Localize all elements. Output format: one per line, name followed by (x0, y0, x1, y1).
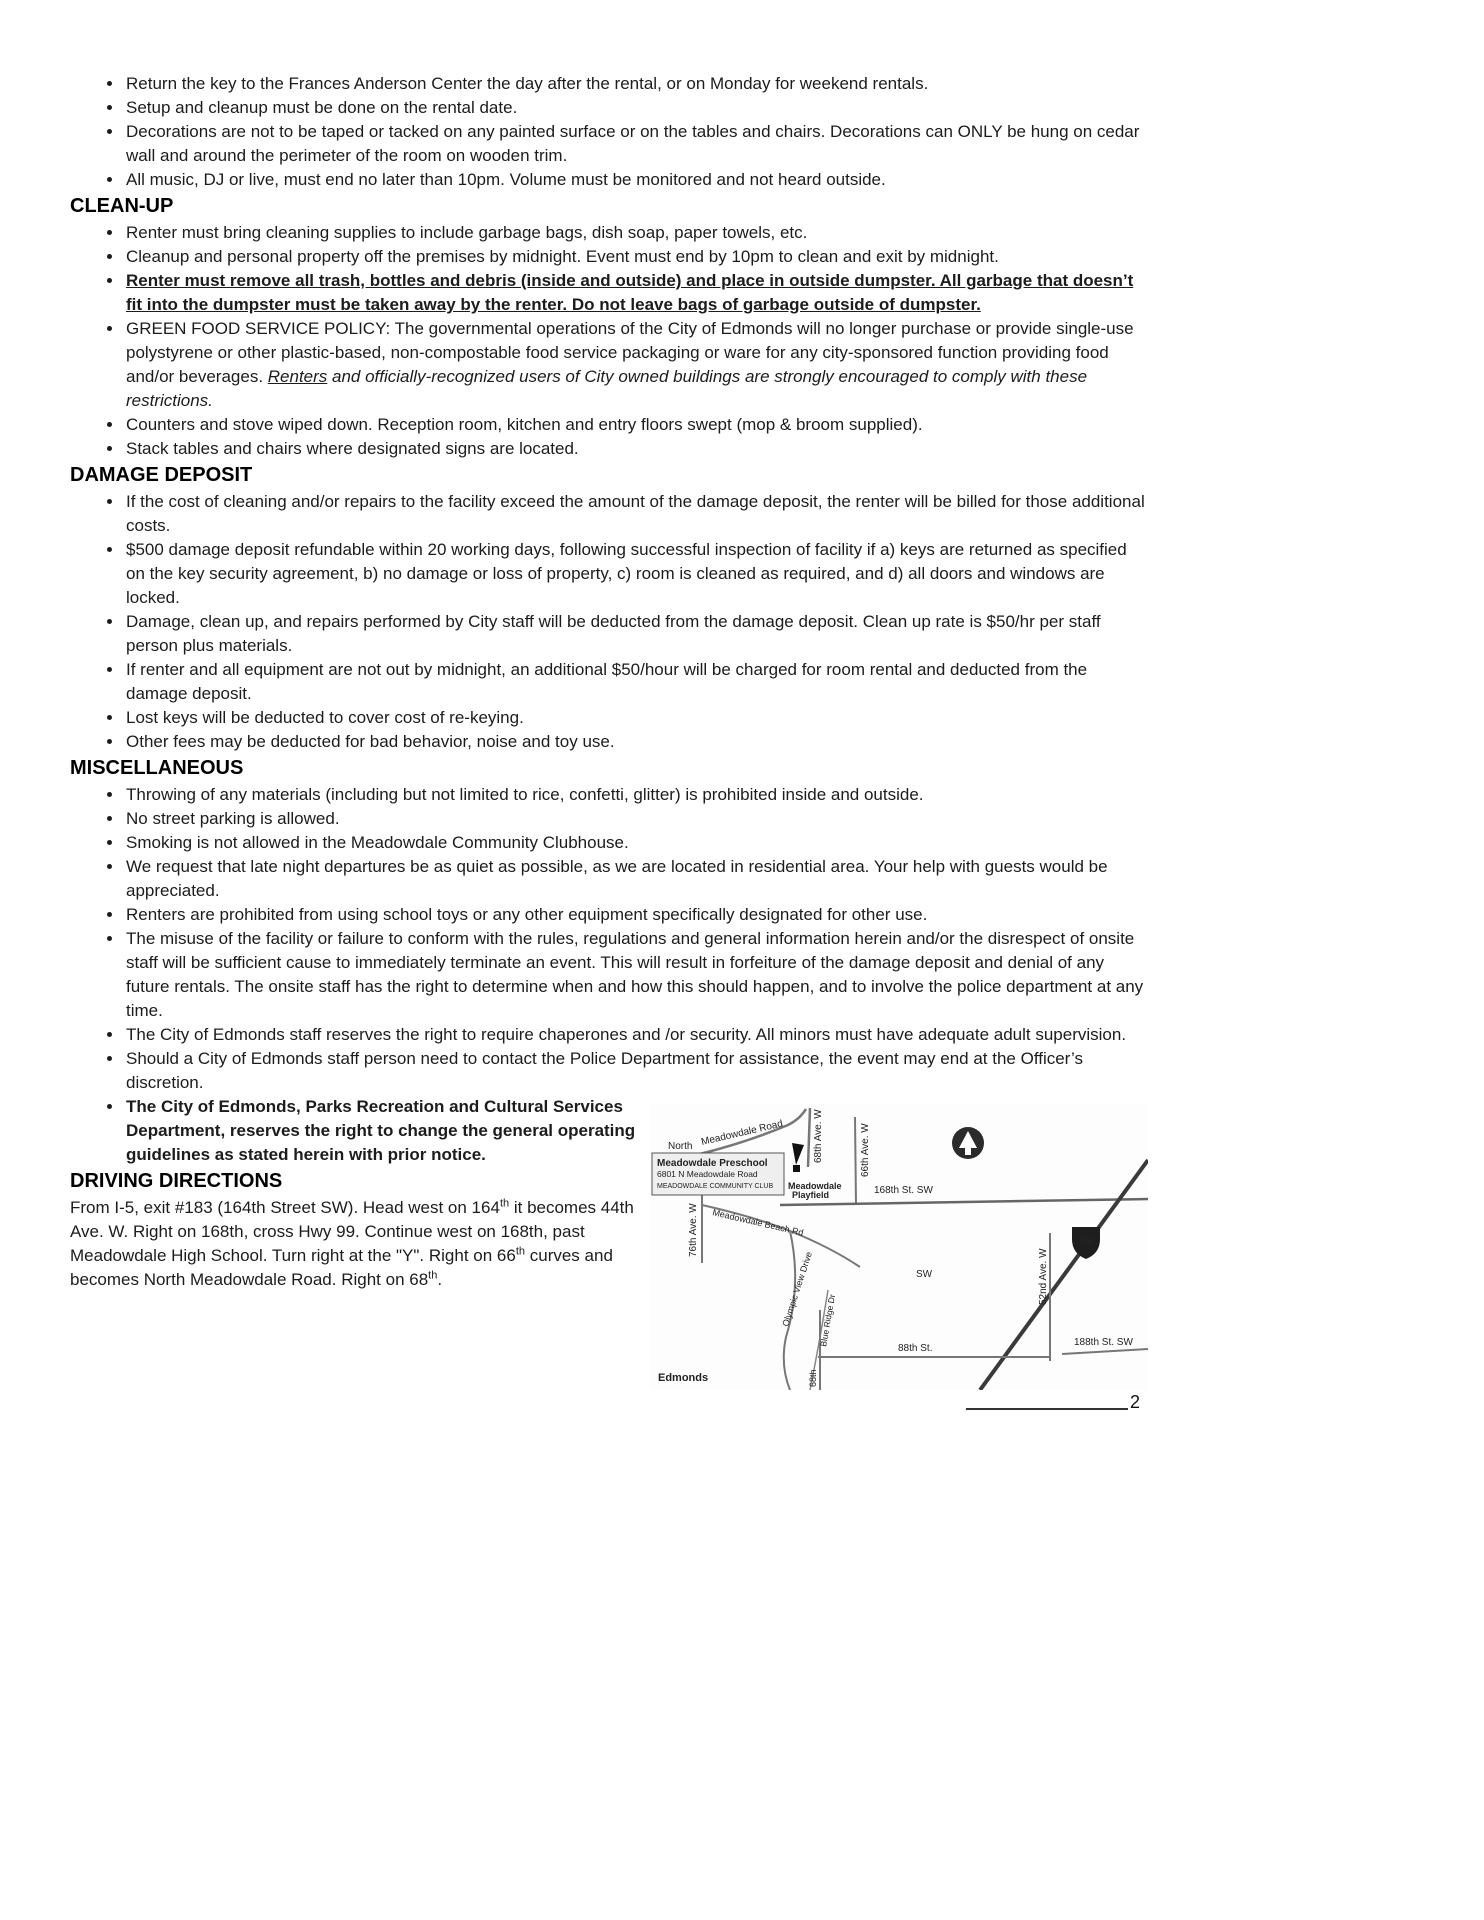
map-label-olympic-view-drive: Olympic View Drive (780, 1250, 814, 1328)
document-content (70, 72, 1148, 1395)
north-arrow-icon (952, 1127, 984, 1159)
ordinal-superscript: th (428, 1269, 438, 1282)
bullet-text: GREEN FOOD SERVICE POLICY: The governmental operations of the City of Edmonds will no longer purchase or provide single-use polystyrene or other plastic-based, non-compostable food service packaging or ware for any city-sponsored function providing food and/or beverages. (126, 319, 1134, 386)
bullet-item: • Decorations are not to be taped or tacked on any painted surface or on the tables and chairs. Decorations can ONLY be hung on cedar wall and around the perimeter of the room on wooden trim. (124, 120, 1148, 168)
map-label-66th-ave: 66th Ave. W (860, 1123, 871, 1177)
map-label-meadowdale-beach-rd: Meadowdale Beach Rd (711, 1207, 805, 1238)
bullet-item: • If renter and all equipment are not out by midnight, an additional $50/hour will be charged for room rental and deducted from the damage deposit. (124, 658, 1148, 706)
damage-bullet-list (70, 490, 1148, 754)
map-road-66th-ave (855, 1117, 856, 1205)
bullet-item-green-policy (124, 317, 1148, 413)
map-label-preschool-name: Meadowdale Preschool (657, 1158, 768, 1169)
map-label-88th-st: 88th St. (898, 1343, 933, 1354)
bullet-item: • Renters are prohibited from using school toys or any other equipment specifically designated for other use. (124, 903, 1148, 927)
map-label-68th-ave-top: 68th Ave. W (813, 1109, 824, 1163)
section-heading-driving-directions: DRIVING DIRECTIONS (70, 1170, 283, 1192)
bullet-item: • $500 damage deposit refundable within 20 working days, following successful inspection of facility if a) keys are returned as specified on the key security agreement, b) no damage or loss of property, c) room is cleaned as required, and d) all doors and windows are locked. (124, 538, 1148, 610)
map-label-188th-st: 188th St. SW (1074, 1337, 1133, 1348)
bullet-item: • Stack tables and chairs where designated signs are located. (124, 437, 1148, 461)
section-heading-damage-deposit: DAMAGE DEPOSIT (70, 464, 253, 486)
driving-seg: curves and becomes North Meadowdale Road. Right on 68 (70, 1246, 613, 1289)
section-heading-cleanup: CLEAN-UP (70, 195, 174, 217)
map-label-sw: SW (916, 1269, 933, 1280)
bullet-item: • Cleanup and personal property off the premises by midnight. Event must end by 10pm to clean and exit by midnight. (124, 245, 1148, 269)
map-label-edmonds: Edmonds (658, 1372, 709, 1384)
bullet-item: • No street parking is allowed. (124, 807, 1148, 831)
map-label-168th-st: 168th St. SW (874, 1185, 933, 1196)
map-label-preschool-address: 6801 N Meadowdale Road (657, 1169, 758, 1179)
map-label-community-club: MEADOWDALE COMMUNITY CLUB (657, 1183, 774, 1190)
ordinal-superscript: th (515, 1245, 526, 1258)
bullet-item: • Damage, clean up, and repairs performed by City staff will be deducted from the damage deposit. Clean up rate is $50/hr per staff person plus materials. (124, 610, 1148, 658)
bullet-item: • We request that late night departures be as quiet as possible, as we are located in residential area. Your help with guests would be appreciated. (124, 855, 1148, 903)
map-label-meadowdale-road: Meadowdale Road (700, 1118, 784, 1148)
ordinal-superscript: th (499, 1197, 510, 1210)
driving-directions-map (650, 1105, 1150, 1392)
bullet-item: • Renter must bring cleaning supplies to include garbage bags, dish soap, paper towels, etc. (124, 221, 1148, 245)
bullet-item: • Should a City of Edmonds staff person need to contact the Police Department for assistance, the event may end at the Officer’s discretion. (124, 1047, 1148, 1095)
misc-bullet-list (70, 783, 1148, 1095)
driving-seg: it becomes 44th Ave. W. Right on 168th, cross Hwy 99. Continue west on 168th, past Meadowdale High School. Turn right at the "Y". Right on 66 (70, 1198, 634, 1265)
bullet-item: • Counters and stove wiped down. Reception room, kitchen and entry floors swept (mop & broom supplied). (124, 413, 1148, 437)
bullet-item: • Smoking is not allowed in the Meadowdale Community Clubhouse. (124, 831, 1148, 855)
bullet-text-bold-underline: Renter must remove all trash, bottles and debris (inside and outside) and place in outside dumpster. All garbage that doesn’t fit into the dumpster must be taken away by the renter. Do not leave bags of garbage outside of dumpster. (126, 271, 1134, 314)
bullet-item: • If the cost of cleaning and/or repairs to the facility exceed the amount of the damage deposit, the renter will be billed for those additional costs. (124, 490, 1148, 538)
bullet-item: • Return the key to the Frances Anderson Center the day after the rental, or on Monday for weekend rentals. (124, 72, 1148, 96)
bullet-text-bold: The City of Edmonds, Parks Recreation and Cultural Services Department, reserves the right to change the general operating guidelines as stated herein with prior notice. (126, 1097, 636, 1164)
bullet-item: • The misuse of the facility or failure to conform with the rules, regulations and general information herein and/or the disrespect of onsite staff will be sufficient cause to immediately terminate an event. This will result in forfeiture of the damage deposit and denial of any future rentals. The onsite staff has the right to determine when and how this should happen, and to involve the police department at any time. (124, 927, 1148, 1023)
bottom-left-column (70, 1095, 636, 1292)
page-number: 2 (1130, 1392, 1141, 1412)
map-label-hwy-99: 99 (1079, 1234, 1093, 1248)
bottom-section (70, 1095, 1148, 1395)
bullet-item: • All music, DJ or live, must end no later than 10pm. Volume must be monitored and not heard outside. (124, 168, 1148, 192)
map-label-52nd-ave: 52nd Ave. W (1038, 1248, 1049, 1305)
footer-rule (966, 1408, 1128, 1410)
map-label-76th-ave: 76th Ave. W (688, 1203, 699, 1257)
section-heading-miscellaneous: MISCELLANEOUS (70, 757, 244, 779)
map-label-68th-bottom: 68th (808, 1369, 818, 1387)
misc-bold-bullet-list (70, 1095, 636, 1167)
intro-bullet-list (70, 72, 1148, 192)
driving-seg: From I-5, exit #183 (164th Street SW). Head west on 164 (70, 1198, 500, 1217)
driving-directions-text (70, 1196, 636, 1292)
bullet-text-underline-italic: Renters (267, 367, 328, 386)
map-label-playfield-1: Meadowdale (788, 1181, 842, 1191)
bullet-item-emphasized (124, 269, 1148, 317)
bullet-item: • Other fees may be deducted for bad behavior, noise and toy use. (124, 730, 1148, 754)
cleanup-bullet-list (70, 221, 1148, 461)
preschool-info-box (652, 1153, 784, 1195)
map-svg (650, 1105, 1148, 1390)
bullet-item: • Setup and cleanup must be done on the rental date. (124, 96, 1148, 120)
bullet-item: • Lost keys will be deducted to cover cost of re-keying. (124, 706, 1148, 730)
driving-seg: . (437, 1270, 443, 1289)
club-location-marker (793, 1165, 800, 1172)
map-label-blue-ridge-dr: Blue Ridge Dr (818, 1293, 838, 1348)
bullet-item: • Throwing of any materials (including but not limited to rice, confetti, glitter) is prohibited inside and outside. (124, 783, 1148, 807)
bullet-item-bold (124, 1095, 636, 1167)
map-label-playfield-2: Playfield (792, 1190, 830, 1200)
map-label-north: North (668, 1141, 693, 1152)
bullet-item: • The City of Edmonds staff reserves the right to require chaperones and /or security. All minors must have adequate adult supervision. (124, 1023, 1148, 1047)
bullet-text-italic: and officially-recognized users of City owned buildings are strongly encouraged to comply with these restrictions. (126, 367, 1088, 410)
